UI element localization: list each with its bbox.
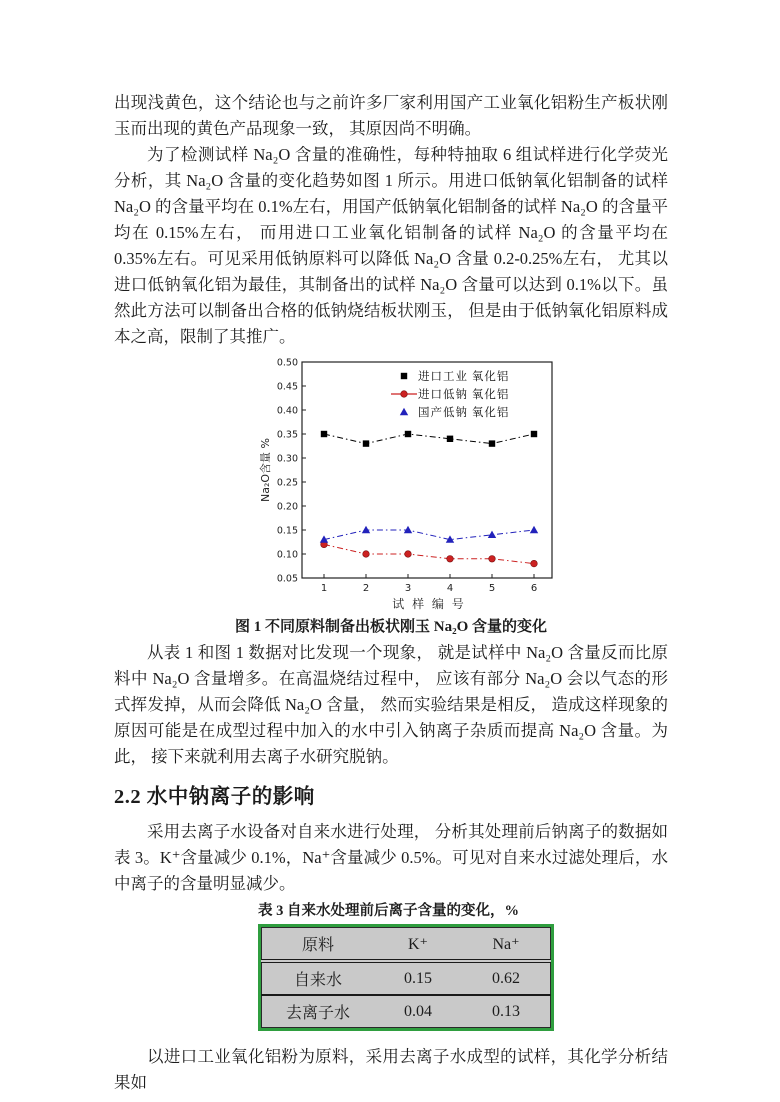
data-point-1-3 bbox=[405, 551, 412, 558]
data-point-1-5 bbox=[489, 556, 496, 563]
table-cell: 自来水 bbox=[262, 961, 375, 995]
na2o-content-line-chart bbox=[258, 352, 560, 614]
table-row bbox=[262, 961, 551, 995]
data-point-0-1 bbox=[321, 431, 327, 437]
y-tick-label: 0.20 bbox=[276, 501, 298, 513]
x-tick-label: 1 bbox=[320, 583, 328, 594]
legend-marker-0 bbox=[401, 373, 407, 379]
paragraph-5: 以进口工业氧化铝粉为原料，采用去离子水成型的试样，其化学分析结果如 bbox=[114, 1047, 668, 1092]
paragraph-1: 出现浅黄色，这个结论也与之前许多厂家利用国产工业氧化铝粉生产板状刚玉而出现的黄色产品现象一致， 其原因尚不明确。 bbox=[114, 93, 668, 138]
legend-label-1: 进口低钠 氧化铝 bbox=[418, 389, 510, 401]
x-tick-label: 4 bbox=[446, 583, 454, 594]
paragraph-3: 从表 1 和图 1 数据对比发现一个现象， 就是试样中 Na₂O 含量反而比原料中 Na₂O 含量增多。在高温烧结过程中， 应该有部分 Na₂O 会以气态的形式挥发掉，从而会降低 Na₂O 含量， 然而实验结果是相反， 造成这样现象的原因可能是在成型过程中加入的水中引入钠离子杂质而提高 Na₂O 含量。为此， 接下来就利用去离子水研究脱钠。 bbox=[114, 643, 668, 766]
data-point-0-3 bbox=[405, 431, 411, 437]
column-header: Na⁺ bbox=[462, 928, 551, 962]
data-point-0-5 bbox=[489, 440, 495, 446]
y-tick-label: 0.25 bbox=[276, 477, 298, 489]
figure-1-caption: 图 1 不同原料制备出板状刚玉 Na₂O 含量的变化 bbox=[235, 619, 547, 635]
y-tick-label: 0.15 bbox=[276, 525, 298, 537]
table-header-row bbox=[262, 928, 551, 962]
table-3-block bbox=[258, 901, 668, 1036]
data-point-1-4 bbox=[447, 556, 454, 563]
y-axis-title: Na₂O含量 % bbox=[259, 438, 272, 502]
table-cell: 0.04 bbox=[404, 1002, 432, 1020]
x-tick-label: 2 bbox=[362, 583, 370, 594]
figure-1 bbox=[114, 352, 668, 638]
legend-label-2: 国产低钠 氧化铝 bbox=[418, 407, 510, 419]
legend-label-0: 进口工业 氧化铝 bbox=[418, 371, 510, 383]
legend-marker-1 bbox=[401, 391, 408, 398]
table-cell: 0.15 bbox=[374, 961, 462, 995]
y-tick-label: 0.45 bbox=[276, 381, 298, 393]
x-axis-title: 试 样 编 号 bbox=[392, 597, 466, 611]
section-heading-2-2: 2.2 水中钠离子的影响 bbox=[114, 786, 315, 808]
y-tick-label: 0.35 bbox=[276, 429, 298, 441]
data-point-1-2 bbox=[363, 551, 370, 558]
y-tick-label: 0.50 bbox=[276, 357, 298, 369]
data-point-0-2 bbox=[363, 440, 369, 446]
table-cell: 去离子水 bbox=[285, 1005, 350, 1022]
x-tick-label: 5 bbox=[488, 583, 496, 594]
table-3-caption: 表 3 自来水处理前后离子含量的变化，% bbox=[258, 903, 519, 919]
y-tick-label: 0.30 bbox=[276, 453, 298, 465]
table-cell: 0.13 bbox=[492, 1002, 520, 1020]
data-point-0-6 bbox=[531, 431, 537, 437]
column-header: K⁺ bbox=[374, 928, 462, 962]
table-cell: 0.62 bbox=[462, 961, 551, 995]
table-3-frame bbox=[258, 924, 554, 1031]
paragraph-4: 采用去离子水设备对自来水进行处理， 分析其处理前后钠离子的数据如表 3。K⁺含量减少 0.1%，Na⁺含量减少 0.5%。可见对自来水过滤处理后，水中离子的含量明显减少。 bbox=[114, 822, 668, 893]
y-tick-label: 0.10 bbox=[276, 549, 298, 561]
y-tick-label: 0.40 bbox=[276, 405, 298, 417]
x-tick-label: 3 bbox=[404, 583, 412, 594]
y-tick-label: 0.05 bbox=[276, 573, 298, 585]
data-point-1-6 bbox=[531, 560, 538, 567]
column-header: 原料 bbox=[262, 928, 375, 962]
ion-content-table bbox=[261, 927, 551, 1028]
table-row bbox=[262, 995, 551, 1028]
x-tick-label: 6 bbox=[530, 583, 538, 594]
paragraph-2: 为了检测试样 Na₂O 含量的准确性，每种特抽取 6 组试样进行化学荧光分析，其 Na₂O 含量的变化趋势如图 1 所示。用进口低钠氧化铝制备的试样 Na₂O 的含量平均在 0.1%左右，用国产低钠氧化铝制备的试样 Na₂O 的含量平均在 0.15%左右， 而用进口工业氧化铝制备的试样 Na₂O 的含量平均在 0.35%左右。可见采用低钠原料可以降低 Na₂O 含量 0.2-0.25%左右， 尤其以进口低钠氧化铝为最佳，其制备出的试样 Na₂O 含量可以达到 0.1%以下。虽然此方法可以制备出合格的低钠烧结板状刚玉， 但是由于低钠氧化铝原料成本之高，限制了其推广。 bbox=[114, 145, 668, 346]
data-point-0-4 bbox=[447, 436, 453, 442]
